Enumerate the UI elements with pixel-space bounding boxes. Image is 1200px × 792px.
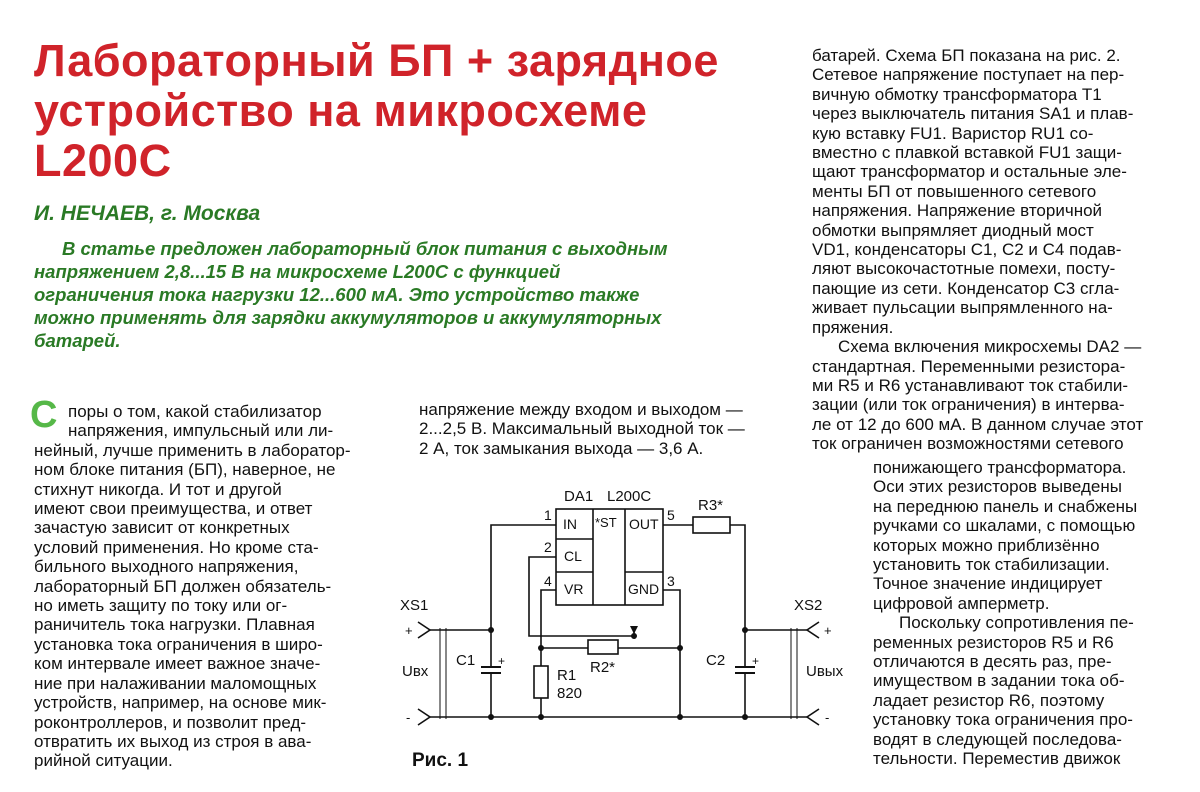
- text-line: щают трансформатор и остальные эле-: [812, 162, 1127, 182]
- text-line: напряжение между входом и выходом —: [419, 400, 743, 419]
- text-line: бильного выходного напряжения,: [34, 557, 299, 577]
- text-line: стандартная. Переменными резистора-: [812, 356, 1126, 376]
- text-line: водят в следующей последова-: [873, 729, 1122, 749]
- text-line: на переднюю панель и снабжены: [873, 496, 1138, 516]
- text-line: Поскольку сопротивления пе-: [899, 613, 1134, 633]
- u-out-label: Uвых: [806, 663, 844, 680]
- text-line: отвратить их выход из строя в ава-: [34, 731, 312, 751]
- text-line: живает пульсации выпрямленного на-: [812, 298, 1113, 318]
- xs1-label: XS1: [400, 597, 429, 614]
- r1-label: R1: [557, 667, 577, 684]
- junction-dot: [488, 627, 494, 633]
- pin-in-label: IN: [563, 516, 577, 532]
- text-line: но иметь защиту по току или ог-: [34, 596, 288, 616]
- text-line: 2...2,5 В. Максимальный выходной ток —: [419, 419, 745, 439]
- text-line: стихнут никогда. И тот и другой: [34, 479, 282, 499]
- junction-dot: [677, 714, 683, 720]
- text-line: напряжения, импульсный или ли-: [68, 421, 334, 441]
- pin-vr-label: VR: [564, 581, 584, 597]
- junction-dot: [488, 714, 494, 720]
- lead-paragraph: [34, 237, 780, 352]
- text-line: ком интервале имеет важное значе-: [34, 654, 321, 674]
- text-line: Точное значение индицирует: [873, 574, 1103, 594]
- drop-cap: С: [30, 394, 58, 436]
- chip-ref-label: DA1: [564, 488, 594, 505]
- wire-vr: [541, 590, 556, 648]
- text-line: установку тока ограничения про-: [873, 710, 1133, 730]
- text-line: установка тока ограничения в широ-: [34, 634, 323, 654]
- text-line: ми R5 и R6 устанавливают ток стабили-: [812, 375, 1129, 395]
- body-column-2: [419, 400, 787, 458]
- body-column-3: [812, 46, 1172, 454]
- text-line: установить ток стабилизации.: [873, 555, 1110, 575]
- r2-wiper-arrow: [630, 626, 638, 634]
- xs1-plus-label: +: [405, 623, 413, 638]
- text-line: обмотки выпрямляет диодный мост: [812, 220, 1094, 240]
- junction-dot: [742, 627, 748, 633]
- pin-number: 1: [544, 507, 552, 523]
- resistor-r2: [588, 640, 618, 654]
- junction-dot: [538, 645, 544, 651]
- lead-line: В статье предложен лабораторный блок питания с выходным: [62, 238, 668, 259]
- text-line: Оси этих резисторов выведены: [873, 477, 1122, 497]
- text-line: ладает резистор R6, поэтому: [873, 690, 1105, 710]
- xs2-label: XS2: [794, 597, 823, 614]
- body-column-1: [34, 402, 394, 771]
- pin-number: 4: [544, 573, 552, 589]
- text-line: роконтроллеров, и позволит пред-: [34, 712, 307, 732]
- title-line: устройство на микросхеме: [34, 85, 648, 136]
- lead-line: батарей.: [34, 330, 121, 351]
- text-line: имуществом в задании тока об-: [873, 671, 1125, 691]
- junction-dot: [538, 714, 544, 720]
- lead-line: напряжением 2,8...15 В на микросхеме L200C с функцией: [34, 261, 561, 282]
- resistor-r1: [534, 666, 548, 698]
- author-byline: И. НЕЧАЕВ, г. Москва: [34, 202, 261, 225]
- body-column-3-wrap: [873, 458, 1173, 769]
- xs2-plus-label: +: [824, 623, 832, 638]
- text-line: вичную обмотку трансформатора Т1: [812, 84, 1102, 104]
- title-line: Лабораторный БП + зарядное: [34, 35, 719, 86]
- text-line: понижающего трансформатора.: [873, 458, 1127, 477]
- title-line: L200C: [34, 135, 172, 186]
- text-line: раничитель тока нагрузки. Плавная: [34, 615, 315, 635]
- connector-xs1-minus: [418, 709, 430, 725]
- text-line: отличаются в десять раз, пре-: [873, 652, 1112, 672]
- r1-value-label: 820: [557, 685, 583, 702]
- pin-cl-label: CL: [564, 548, 582, 564]
- text-line: пающие из сети. Конденсатор С3 сгла-: [812, 278, 1120, 298]
- text-line: напряжения. Напряжение вторичной: [812, 201, 1103, 221]
- pin-number: 2: [544, 539, 552, 555]
- text-line: ляют высокочастотные помехи, посту-: [812, 259, 1116, 279]
- wire-input: [430, 525, 556, 630]
- wire-gnd: [618, 590, 680, 648]
- u-in-label: Uвх: [402, 663, 429, 680]
- text-line: кую вставку FU1. Варистор RU1 со-: [812, 123, 1094, 143]
- junction-dot: [742, 714, 748, 720]
- text-line: устройств, например, на основе мик-: [34, 693, 327, 713]
- c2-plus-label: +: [752, 654, 760, 668]
- r3-label: R3*: [698, 497, 724, 514]
- text-line: ток ограничен возможностями сетевого: [812, 434, 1124, 454]
- connector-xs1-plus: [418, 622, 430, 638]
- c1-plus-label: +: [498, 654, 506, 668]
- pin-out-label: OUT: [629, 516, 659, 532]
- text-line: пряжения.: [812, 317, 894, 337]
- text-line: менты БП от повышенного сетевого: [812, 181, 1097, 201]
- text-line: батарей. Схема БП показана на рис. 2.: [812, 46, 1121, 65]
- text-line: тельности. Переместив движок: [873, 749, 1121, 769]
- text-line: поры о том, какой стабилизатор: [68, 402, 322, 421]
- c2-label: C2: [706, 652, 726, 669]
- text-line: лабораторный БП должен обязатель-: [34, 576, 332, 596]
- resistor-r3: [693, 517, 730, 533]
- text-line: условий применения. Но кроме ста-: [34, 537, 319, 557]
- text-line: имеют свои преимущества, и ответ: [34, 499, 313, 519]
- junction-dot: [677, 645, 683, 651]
- figure-caption: Рис. 1: [412, 750, 469, 771]
- connector-xs2-minus: [807, 709, 819, 725]
- text-line: Схема включения микросхемы DA2 —: [838, 337, 1142, 357]
- text-line: ле от 12 до 600 мА. В данном случае этот: [812, 414, 1144, 434]
- connector-xs2-plus: [807, 622, 819, 638]
- text-line: которых можно приблизённо: [873, 535, 1100, 555]
- lead-line: ограничения тока нагрузки 12...600 мА. Это устройство также: [34, 284, 640, 305]
- pin-number: 5: [667, 507, 675, 523]
- lead-line: можно применять для зарядки аккумуляторов и аккумуляторных: [34, 307, 662, 328]
- text-line: рийной ситуации.: [34, 751, 173, 771]
- text-line: нейный, лучше применить в лаборатор-: [34, 440, 351, 460]
- text-line: ручками со шкалами, с помощью: [873, 516, 1136, 536]
- article-title: [34, 36, 794, 186]
- wire-output: [730, 525, 807, 630]
- text-line: зации (или ток ограничения) в интерва-: [812, 395, 1125, 415]
- text-line: вместно с плавкой вставкой FU1 защи-: [812, 143, 1122, 163]
- r2-label: R2*: [590, 659, 616, 676]
- pin-number: 3: [667, 573, 675, 589]
- text-line: 2 А, ток замыкания выхода — 3,6 А.: [419, 438, 704, 458]
- text-line: ние при налаживании маломощных: [34, 673, 317, 693]
- xs2-minus-label: -: [825, 710, 830, 725]
- text-line: через выключатель питания SA1 и плав-: [812, 104, 1134, 124]
- text-line: Сетевое напряжение поступает на пер-: [812, 65, 1125, 85]
- text-line: ременных резисторов R5 и R6: [873, 632, 1114, 652]
- circuit-schematic: [395, 478, 860, 740]
- xs1-minus-label: -: [406, 710, 411, 725]
- text-line: VD1, конденсаторы С1, С2 и С4 подав-: [812, 240, 1122, 260]
- text-line: ном блоке питания (БП), наверное, не: [34, 460, 336, 480]
- text-line: зачастую зависит от конкретных: [34, 518, 290, 538]
- chip-name-label: L200C: [607, 488, 652, 505]
- c1-label: C1: [456, 652, 476, 669]
- pin-st-label: *ST: [595, 515, 617, 530]
- text-line: цифровой амперметр.: [873, 593, 1050, 613]
- pin-gnd-label: GND: [628, 581, 660, 597]
